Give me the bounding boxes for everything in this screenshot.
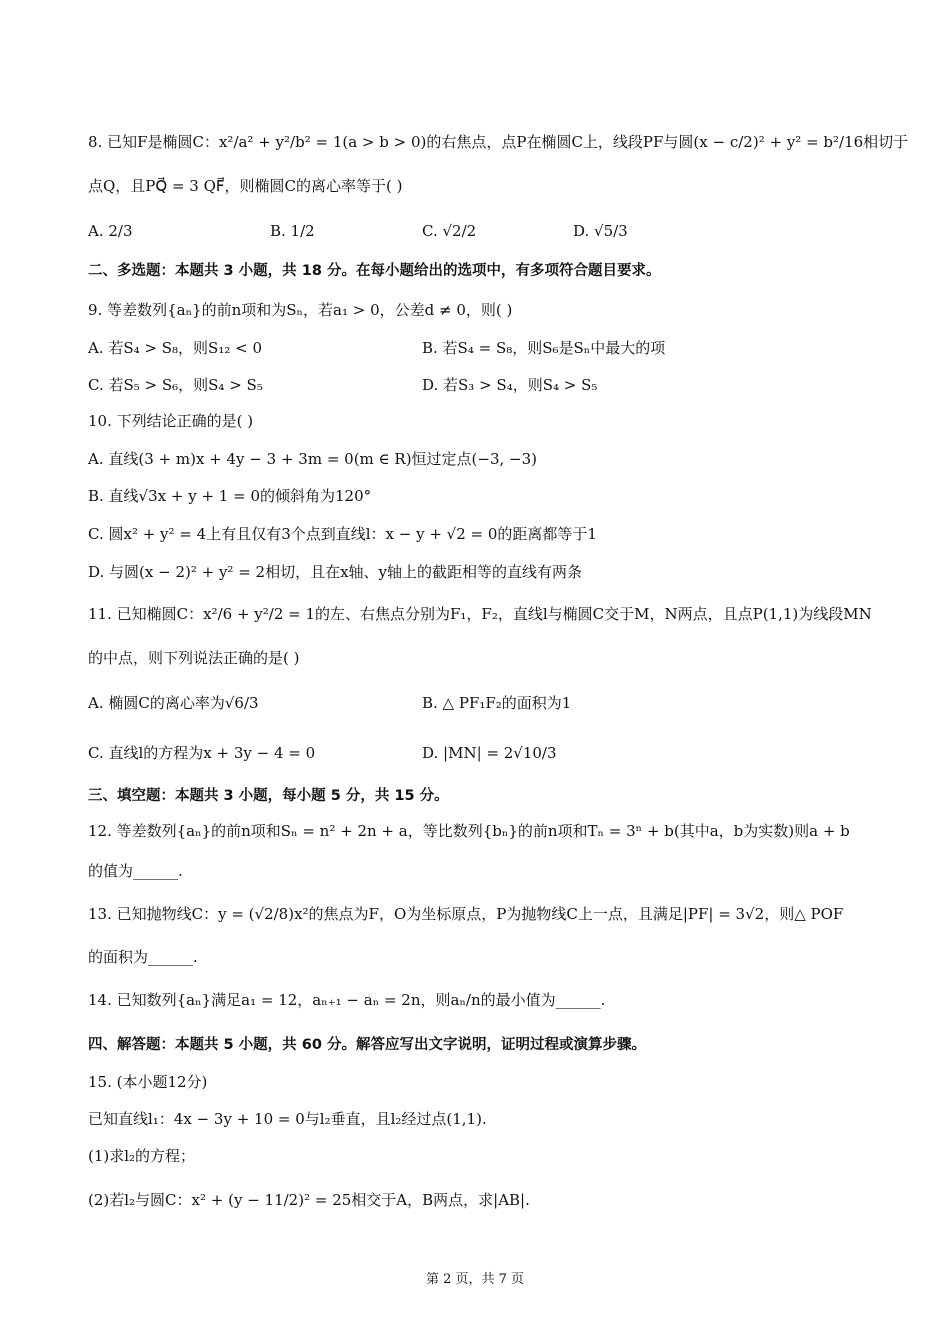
q8-option-c: C. √2/2: [422, 222, 477, 240]
q10-option-b: B. 直线√3x + y + 1 = 0的倾斜角为120°: [88, 487, 372, 505]
section-heading-fill-in: 三、填空题：本题共 3 小题，每小题 5 分，共 15 分。: [88, 788, 449, 804]
q10-option-a: A. 直线(3 + m)x + 4y − 3 + 3m = 0(m ∈ R)恒过定点(−3, −3): [88, 450, 538, 468]
q12-stem-line1: 12. 等差数列{aₙ}的前n项和Sₙ = n² + 2n + a，等比数列{bₙ}的前n项和Tₙ = 3ⁿ + b(其中a，b为实数)则a + b: [88, 822, 850, 840]
q9-option-d: D. 若S₃ > S₄，则S₄ > S₅: [422, 376, 598, 394]
q10-option-d: D. 与圆(x − 2)² + y² = 2相切，且在x轴、y轴上的截距相等的直线有两条: [88, 563, 583, 581]
q14-stem: 14. 已知数列{aₙ}满足a₁ = 12，aₙ₊₁ − aₙ = 2n，则aₙ/n的最小值为______.: [88, 991, 606, 1009]
q10-stem: 10. 下列结论正确的是( ): [88, 412, 254, 430]
q13-stem-line1: 13. 已知抛物线C：y = (√2/8)x²的焦点为F，O为坐标原点，P为抛物线C上一点，且满足|PF| = 3√2，则△ POF: [88, 905, 844, 923]
q9-option-b: B. 若S₄ = S₈，则S₆是Sₙ中最大的项: [422, 339, 666, 357]
page-footer: 第 2 页，共 7 页: [425, 1272, 525, 1287]
q8-option-a: A. 2/3: [88, 222, 133, 240]
q11-option-a: A. 椭圆C的离心率为√6/3: [88, 694, 259, 712]
q11-option-d: D. |MN| = 2√10/3: [422, 744, 557, 762]
q11-option-b: B. △ PF₁F₂的面积为1: [422, 694, 572, 712]
q8-option-d: D. √5/3: [573, 222, 628, 240]
q10-option-c: C. 圆x² + y² = 4上有且仅有3个点到直线l：x − y + √2 = 0的距离都等于1: [88, 525, 597, 543]
q11-option-c: C. 直线l的方程为x + 3y − 4 = 0: [88, 744, 316, 762]
q15-stem: 已知直线l₁：4x − 3y + 10 = 0与l₂垂直，且l₂经过点(1,1).: [88, 1110, 487, 1128]
q11-stem-line1: 11. 已知椭圆C：x²/6 + y²/2 = 1的左、右焦点分别为F₁，F₂，直线l与椭圆C交于M，N两点，且点P(1,1)为线段MN: [88, 605, 872, 623]
q9-option-c: C. 若S₅ > S₆，则S₄ > S₅: [88, 376, 263, 394]
q8-stem-line1: 8. 已知F是椭圆C：x²/a² + y²/b² = 1(a > b > 0)的右焦点，点P在椭圆C上，线段PF与圆(x − c/2)² + y² = b²/16相切于: [88, 133, 909, 151]
q15-part2: (2)若l₂与圆C：x² + (y − 11/2)² = 25相交于A，B两点，求|AB|.: [88, 1191, 530, 1209]
section-heading-solutions: 四、解答题：本题共 5 小题，共 60 分。解答应写出文字说明，证明过程或演算步骤。: [88, 1037, 646, 1053]
q11-stem-line2: 的中点，则下列说法正确的是( ): [88, 649, 300, 667]
q9-stem: 9. 等差数列{aₙ}的前n项和为Sₙ，若a₁ > 0，公差d ≠ 0，则( ): [88, 301, 513, 319]
q13-stem-line2: 的面积为______.: [88, 948, 198, 966]
q15-part1: (1)求l₂的方程；: [88, 1147, 196, 1165]
q15-title: 15. (本小题12分): [88, 1073, 208, 1091]
q8-stem-line2: 点Q，且PQ⃗ = 3 QF⃗，则椭圆C的离心率等于( ): [88, 177, 403, 195]
q9-option-a: A. 若S₄ > S₈，则S₁₂ < 0: [88, 339, 263, 357]
q12-stem-line2: 的值为______.: [88, 862, 183, 880]
q8-option-b: B. 1/2: [270, 222, 315, 240]
section-heading-multiple-choice: 二、多选题：本题共 3 小题，共 18 分。在每小题给出的选项中，有多项符合题目要求。: [88, 263, 661, 279]
